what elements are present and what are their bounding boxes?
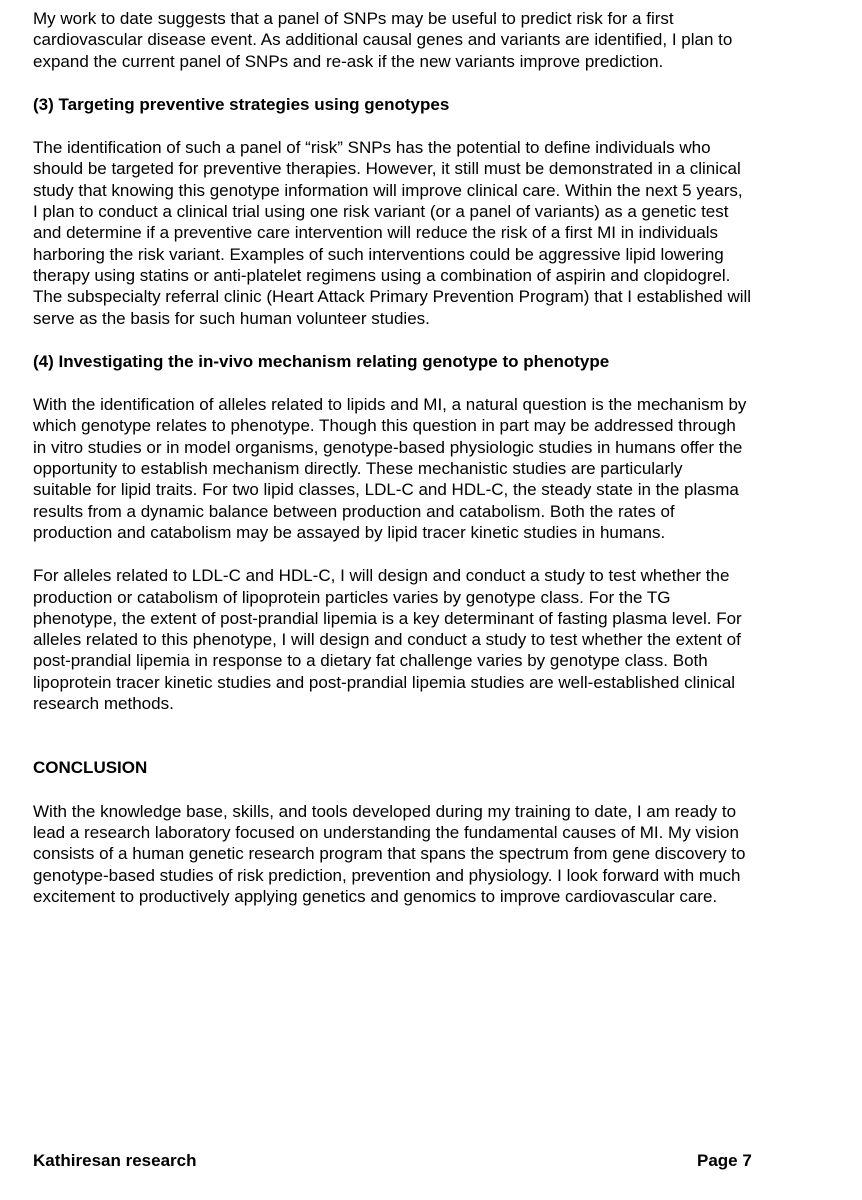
section-4-paragraph-1: With the identification of alleles related to lipids and MI, a natural question is the mechanism by which genotype relates to phenotype. Though this question in part may be addressed through in vitro studies or in model organisms, genotype-based physiologic studies in humans offer the opportunity to establish mechanism directly. These mechanistic studies are particularly suitable for lipid traits. For two lipid classes, LDL-C and HDL-C, the steady state in the plasma results from a dynamic balance between production and catabolism. Both the rates of production and catabolism may be assayed by lipid tracer kinetic studies in humans. (33, 395, 747, 542)
footer-page-number: Page 7 (697, 1151, 752, 1170)
conclusion-paragraph: With the knowledge base, skills, and tools developed during my training to date, I am ready to lead a research laboratory focused on understanding the fundamental causes of MI. My vision consists of a human genetic research program that spans the spectrum from gene discovery to genotype-based studies of risk prediction, prevention and physiology. I look forward with much excitement to productively applying genetics and genomics to improve cardiovascular care. (33, 801, 746, 906)
section-4-heading: (4) Investigating the in-vivo mechanism relating genotype to phenotype (33, 351, 610, 371)
document-page (33, 8, 833, 907)
section-3-heading: (3) Targeting preventive strategies using genotypes (33, 94, 450, 114)
intro-paragraph: My work to date suggests that a panel of SNPs may be useful to predict risk for a first cardiovascular disease event. As additional causal genes and variants are identified, I plan to expand the current panel of SNPs and re-ask if the new variants improve prediction. (33, 9, 733, 71)
section-4-paragraph-2: For alleles related to LDL-C and HDL-C, I will design and conduct a study to test whether the production or catabolism of lipoprotein particles varies by genotype class. For the TG phenotype, the extent of post-prandial lipemia is a key determinant of fasting plasma level. For alleles related to this phenotype, I will design and conduct a study to test whether the extent of post-prandial lipemia in response to a dietary fat challenge varies by genotype class. Both lipoprotein tracer kinetic studies and post-prandial lipemia studies are well-established clinical research methods. (33, 566, 742, 714)
footer-author: Kathiresan research (33, 1151, 197, 1170)
conclusion-heading: CONCLUSION (33, 758, 148, 778)
section-3-paragraph: The identification of such a panel of “risk” SNPs has the potential to define individuals who should be targeted for preventive therapies. However, it still must be demonstrated in a clinical study that knowing this genotype information will improve clinical care. Within the next 5 years, I plan to conduct a clinical trial using one risk variant (or a panel of variants) as a genetic test and determine if a preventive care intervention will reduce the risk of a first MI in individuals harboring the risk variant. Examples of such interventions could be aggressive lipid lowering therapy using statins or anti-platelet regimens using a combination of aspirin and clopidogrel. The subspecialty referral clinic (Heart Attack Primary Prevention Program) that I established will serve as the basis for such human volunteer studies. (33, 138, 752, 328)
